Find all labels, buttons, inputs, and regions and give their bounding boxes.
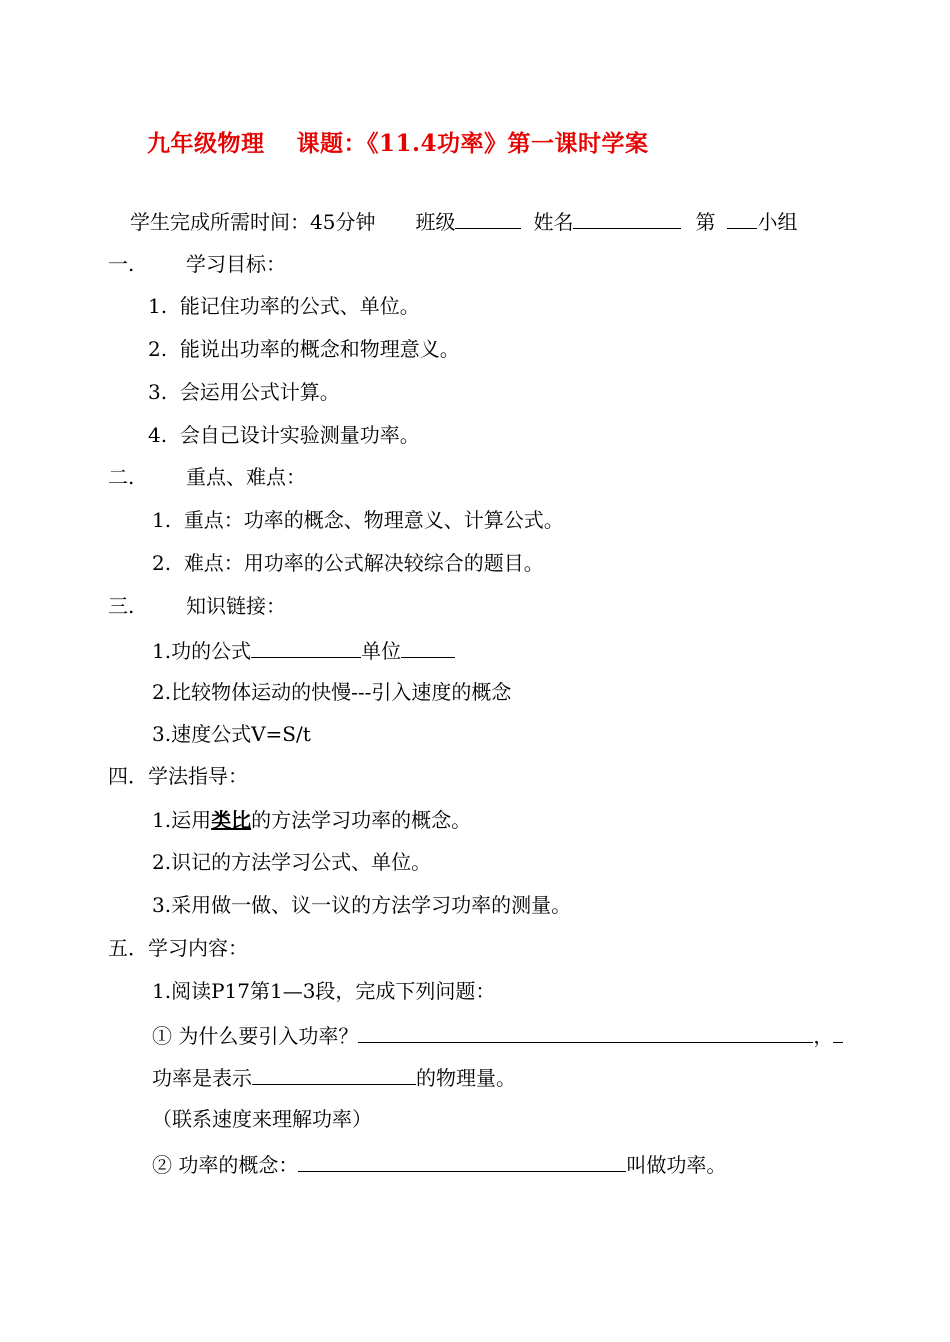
work-unit-blank[interactable]	[401, 635, 455, 658]
q2-text-a: ② 功率的概念：	[152, 1153, 299, 1177]
q1b-text-a: 功率是表示	[152, 1066, 252, 1090]
s2-item-1-num: 1.	[152, 508, 172, 532]
q1b-answer-blank[interactable]	[252, 1062, 416, 1085]
section4-heading: 四．学法指导：	[108, 764, 248, 788]
s1-item-2-text: 能说出功率的概念和物理意义。	[179, 337, 460, 361]
s1-item-3-num: 3.	[148, 380, 168, 404]
s1-item-2	[148, 335, 460, 363]
s5-item-1: 1.阅读P17第1—3段，完成下列问题：	[152, 979, 496, 1003]
s1-item-4-num: 4.	[148, 423, 168, 447]
s3-item-1-label: 1.功的公式	[152, 639, 252, 663]
q1b-text-b: 的物理量。	[416, 1066, 516, 1090]
s4-item-2: 2.识记的方法学习公式、单位。	[152, 850, 432, 874]
s3-item-1-unit-label: 单位	[361, 639, 402, 663]
work-formula-blank[interactable]	[251, 635, 361, 658]
q2-answer-blank[interactable]	[298, 1149, 626, 1172]
q1-comma: ，	[813, 1024, 834, 1048]
section1-number: 一.	[108, 252, 135, 276]
s2-item-1-text: 重点：功率的概念、物理意义、计算公式。	[183, 508, 564, 532]
section2-heading: 重点、难点：	[186, 465, 306, 489]
s5-question-1-b	[152, 1062, 516, 1092]
q1-text: ① 为什么要引入功率？	[152, 1024, 359, 1048]
s1-item-2-num: 2.	[148, 337, 168, 361]
section3-number: 三.	[108, 594, 135, 618]
s2-item-2	[152, 549, 544, 577]
s3-item-3: 3.速度公式V=S/t	[152, 722, 311, 746]
s4-item-1	[152, 806, 471, 834]
s4-item-1-emphasis: 类比	[211, 808, 252, 832]
class-label: 班级	[415, 210, 456, 234]
s5-question-2	[152, 1149, 726, 1179]
class-blank[interactable]	[455, 206, 521, 229]
info-line	[130, 206, 797, 236]
time-label: 学生完成所需时间：45分钟	[130, 210, 376, 234]
s4-item-3: 3.采用做一做、议一议的方法学习功率的测量。	[152, 893, 572, 917]
section5-heading: 五．学习内容：	[108, 936, 248, 960]
s1-item-1-num: 1.	[148, 294, 168, 318]
s1-item-3	[148, 378, 340, 406]
group-suffix: 小组	[757, 210, 798, 234]
s1-item-3-text: 会运用公式计算。	[179, 380, 340, 404]
s1-item-4	[148, 421, 420, 449]
document-title: 九年级物理 课题：《11.4功率》第一课时学案	[147, 130, 649, 157]
s2-item-2-num: 2.	[152, 551, 172, 575]
s1-item-1-text: 能记住功率的公式、单位。	[179, 294, 420, 318]
s4-item-1-a: 1.运用	[152, 808, 212, 832]
s1-item-1	[148, 292, 420, 320]
q1-answer-blank-tail	[833, 1020, 843, 1043]
s3-item-1	[152, 635, 455, 665]
section3-heading: 知识链接：	[186, 594, 286, 618]
group-blank[interactable]	[727, 206, 757, 229]
q1-answer-blank[interactable]	[358, 1020, 813, 1043]
name-label: 姓名	[533, 210, 574, 234]
s5-note: （联系速度来理解功率）	[152, 1107, 372, 1131]
group-prefix: 第	[695, 210, 716, 234]
section1-heading: 学习目标：	[186, 252, 286, 276]
s3-item-2: 2.比较物体运动的快慢---引入速度的概念	[152, 680, 512, 704]
s2-item-2-text: 难点：用功率的公式解决较综合的题目。	[183, 551, 544, 575]
s1-item-4-text: 会自己设计实验测量功率。	[179, 423, 420, 447]
s5-question-1	[152, 1020, 843, 1050]
s4-item-1-b: 的方法学习功率的概念。	[251, 808, 472, 832]
s2-item-1	[152, 506, 564, 534]
name-blank[interactable]	[573, 206, 681, 229]
q2-text-b: 叫做功率。	[626, 1153, 727, 1177]
section2-number: 二.	[108, 465, 135, 489]
